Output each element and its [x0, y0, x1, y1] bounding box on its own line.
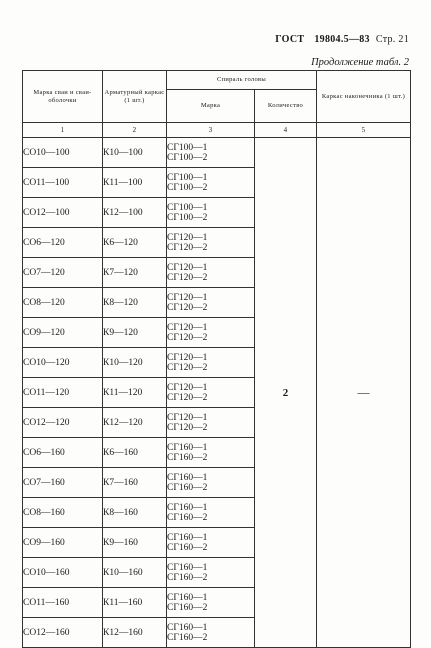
- col-number: 4: [255, 123, 317, 138]
- table-body: [23, 138, 411, 648]
- quantity-cell: 2: [255, 138, 317, 648]
- pile-mark-cell: СО10—100: [23, 138, 103, 168]
- spiral-mark-cell: [167, 138, 255, 168]
- spiral-mark-1: СГ120—1: [167, 382, 208, 393]
- spiral-mark-1: СГ120—1: [167, 352, 208, 363]
- spiral-mark-1: СГ160—1: [167, 442, 208, 453]
- frame-cell: К12—120: [103, 408, 167, 438]
- frame-cell: К10—160: [103, 558, 167, 588]
- pile-mark-cell: СО9—120: [23, 318, 103, 348]
- spiral-mark-cell: [167, 498, 255, 528]
- frame-cell: К8—160: [103, 498, 167, 528]
- pile-mark-cell: СО11—120: [23, 378, 103, 408]
- pile-mark-cell: СО12—160: [23, 618, 103, 648]
- spiral-mark-1: СГ120—1: [167, 322, 208, 333]
- spiral-mark-1: СГ160—1: [167, 532, 208, 543]
- spiral-mark-2: СГ160—2: [167, 602, 208, 613]
- pile-mark-cell: СО12—120: [23, 408, 103, 438]
- pile-mark-cell: СО6—160: [23, 438, 103, 468]
- spiral-mark-cell: [167, 348, 255, 378]
- spiral-mark-1: СГ100—1: [167, 172, 208, 183]
- pile-mark-cell: СО10—160: [23, 558, 103, 588]
- table-continuation-caption: Продолжение табл. 2: [311, 57, 409, 68]
- frame-cell: К9—160: [103, 528, 167, 558]
- frame-cell: К6—160: [103, 438, 167, 468]
- spiral-mark-cell: [167, 558, 255, 588]
- spiral-mark-1: СГ100—1: [167, 202, 208, 213]
- spiral-mark-1: СГ160—1: [167, 622, 208, 633]
- standard-number: 19804.5—83: [314, 34, 370, 45]
- frame-cell: К11—160: [103, 588, 167, 618]
- spiral-mark-cell: [167, 438, 255, 468]
- spiral-mark-1: СГ120—1: [167, 412, 208, 423]
- tip-frame-cell: —: [317, 138, 411, 648]
- col-spiral-group: Спираль головы: [167, 71, 317, 90]
- page-number: Стр. 21: [375, 34, 409, 45]
- spiral-mark-2: СГ120—2: [167, 392, 208, 403]
- pile-mark-cell: СО11—160: [23, 588, 103, 618]
- spiral-mark-2: СГ100—2: [167, 152, 208, 163]
- page-header: [275, 34, 409, 45]
- spiral-mark-cell: [167, 408, 255, 438]
- spiral-mark-2: СГ120—2: [167, 422, 208, 433]
- frame-cell: К10—120: [103, 348, 167, 378]
- spiral-mark-cell: [167, 378, 255, 408]
- pile-mark-cell: СО11—100: [23, 168, 103, 198]
- frame-cell: К11—100: [103, 168, 167, 198]
- frame-cell: К6—120: [103, 228, 167, 258]
- spiral-mark-2: СГ160—2: [167, 632, 208, 643]
- frame-cell: К9—120: [103, 318, 167, 348]
- frame-cell: К12—160: [103, 618, 167, 648]
- spiral-mark-2: СГ160—2: [167, 452, 208, 463]
- pile-mark-cell: СО9—160: [23, 528, 103, 558]
- spiral-mark-1: СГ100—1: [167, 142, 208, 153]
- spiral-mark-2: СГ120—2: [167, 302, 208, 313]
- frame-cell: К11—120: [103, 378, 167, 408]
- spiral-mark-2: СГ160—2: [167, 572, 208, 583]
- pile-mark-cell: СО7—160: [23, 468, 103, 498]
- spiral-mark-cell: [167, 318, 255, 348]
- table-row: [23, 138, 411, 168]
- pile-mark-cell: СО10—120: [23, 348, 103, 378]
- col-spiral-mark: Марка: [167, 90, 255, 123]
- spiral-mark-cell: [167, 198, 255, 228]
- spiral-mark-1: СГ160—1: [167, 502, 208, 513]
- spiral-mark-2: СГ120—2: [167, 332, 208, 343]
- spiral-mark-cell: [167, 618, 255, 648]
- pile-mark-cell: СО12—100: [23, 198, 103, 228]
- pile-mark-cell: СО8—160: [23, 498, 103, 528]
- table-header: [23, 71, 411, 138]
- pile-mark-cell: СО8—120: [23, 288, 103, 318]
- spiral-mark-1: СГ160—1: [167, 592, 208, 603]
- gost-label: ГОСТ: [275, 34, 305, 45]
- spiral-mark-2: СГ120—2: [167, 242, 208, 253]
- col-number: 5: [317, 123, 411, 138]
- col-number: 2: [103, 123, 167, 138]
- frame-cell: К7—120: [103, 258, 167, 288]
- spiral-mark-2: СГ160—2: [167, 542, 208, 553]
- spiral-mark-cell: [167, 258, 255, 288]
- spiral-mark-cell: [167, 288, 255, 318]
- spiral-mark-cell: [167, 168, 255, 198]
- spiral-mark-1: СГ120—1: [167, 232, 208, 243]
- spiral-mark-1: СГ160—1: [167, 562, 208, 573]
- spiral-mark-2: СГ160—2: [167, 512, 208, 523]
- spiral-mark-1: СГ120—1: [167, 262, 208, 273]
- col-tip-frame: Каркас наконечника (1 шт.): [317, 71, 411, 123]
- spiral-mark-cell: [167, 528, 255, 558]
- col-pile-mark: Марка сваи и сваи-оболочки: [23, 71, 103, 123]
- spiral-mark-cell: [167, 468, 255, 498]
- pile-mark-cell: СО7—120: [23, 258, 103, 288]
- spiral-mark-cell: [167, 588, 255, 618]
- spiral-mark-cell: [167, 228, 255, 258]
- spiral-mark-1: СГ160—1: [167, 472, 208, 483]
- spiral-mark-2: СГ160—2: [167, 482, 208, 493]
- spiral-mark-1: СГ120—1: [167, 292, 208, 303]
- col-number: 1: [23, 123, 103, 138]
- pile-mark-cell: СО6—120: [23, 228, 103, 258]
- frame-cell: К7—160: [103, 468, 167, 498]
- frame-cell: К10—100: [103, 138, 167, 168]
- spec-table: [22, 70, 411, 648]
- frame-cell: К8—120: [103, 288, 167, 318]
- col-frame: Арматурный каркас (1 шт.): [103, 71, 167, 123]
- frame-cell: К12—100: [103, 198, 167, 228]
- spiral-mark-2: СГ120—2: [167, 362, 208, 373]
- col-number: 3: [167, 123, 255, 138]
- spiral-mark-2: СГ120—2: [167, 272, 208, 283]
- spiral-mark-2: СГ100—2: [167, 182, 208, 193]
- col-quantity: Количество: [255, 90, 317, 123]
- spiral-mark-2: СГ100—2: [167, 212, 208, 223]
